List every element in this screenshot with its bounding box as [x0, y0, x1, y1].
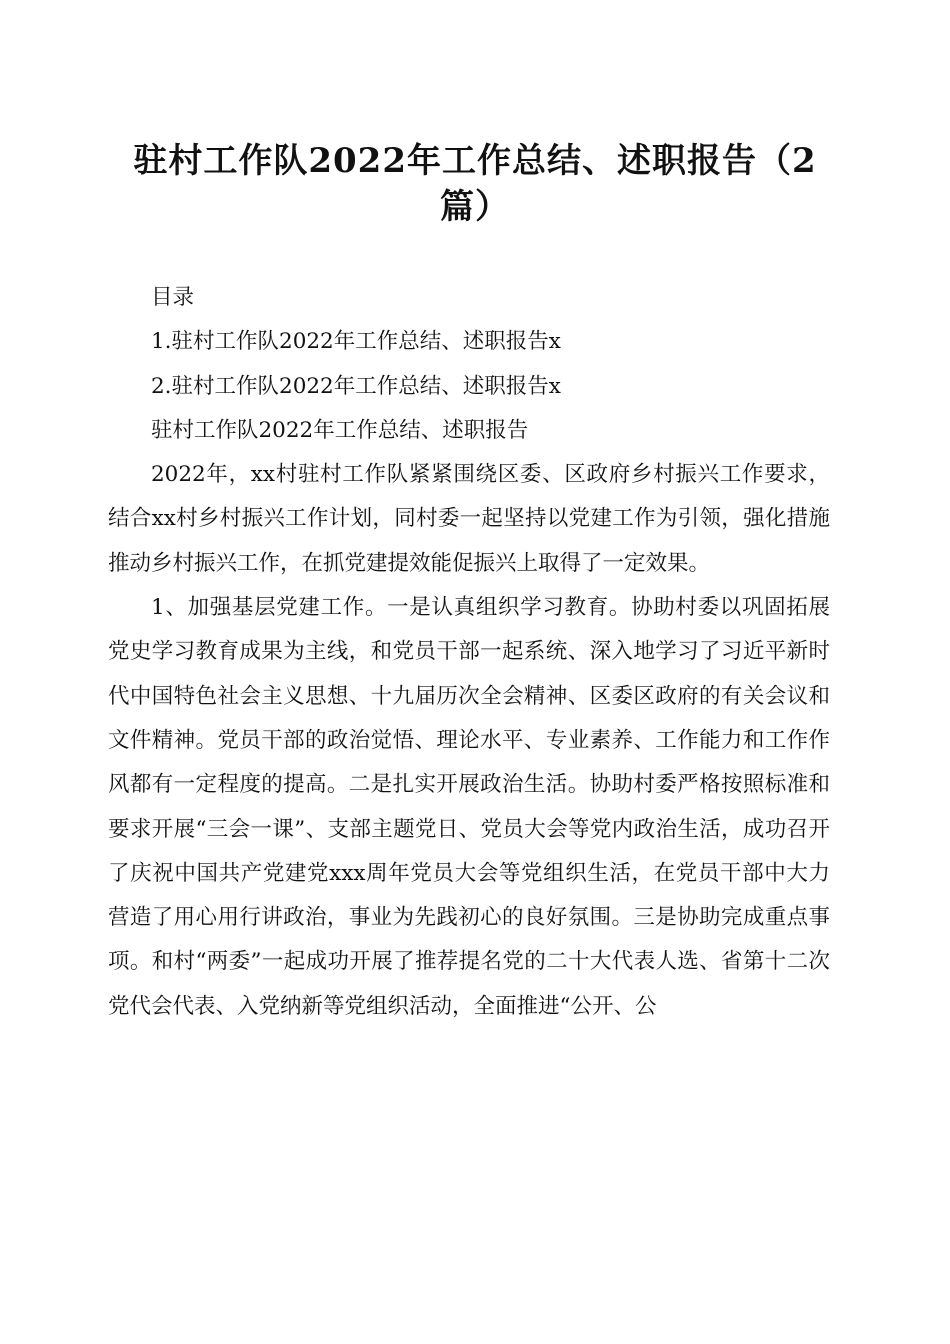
- toc-item: 2.驻村工作队2022年工作总结、述职报告x: [151, 373, 561, 399]
- toc-item: 1.驻村工作队2022年工作总结、述职报告x: [151, 329, 561, 355]
- document-title: 驻村工作队2022年工作总结、述职报告（2篇）: [133, 141, 817, 227]
- document-body: [108, 276, 830, 1029]
- toc-heading: 目录: [151, 285, 195, 310]
- section-heading: 驻村工作队2022年工作总结、述职报告: [151, 417, 529, 443]
- body-paragraph: 2022年，xx村驻村工作队紧紧围绕区委、区政府乡村振兴工作要求，结合xx村乡村振兴工作计划，同村委一起坚持以党建工作为引领，强化措施推动乡村振兴工作，在抓党建提效能促振兴上取得了一定效果。: [108, 462, 830, 576]
- body-paragraph: 1、加强基层党建工作。一是认真组织学习教育。协助村委以巩固拓展党史学习教育成果为主线，和党员干部一起系统、深入地学习了习近平新时代中国特色社会主义思想、十九届历次全会精神、区委区政府的有关会议和文件精神。党员干部的政治觉悟、理论水平、专业素养、工作能力和工作作风都有一定程度的提高。二是扎实开展政治生活。协助村委严格按照标准和要求开展“三会一课”、支部主题党日、党员大会等党内政治生活，成功召开了庆祝中国共产党建党xxx周年党员大会等党组织生活，在党员干部中大力营造了用心用行讲政治，事业为先践初心的良好氛围。三是协助完成重点事项。和村“两委”一起成功开展了推荐提名党的二十大代表人选、省第十二次党代会代表、入党纳新等党组织活动，全面推进“公开、公: [108, 595, 830, 1019]
